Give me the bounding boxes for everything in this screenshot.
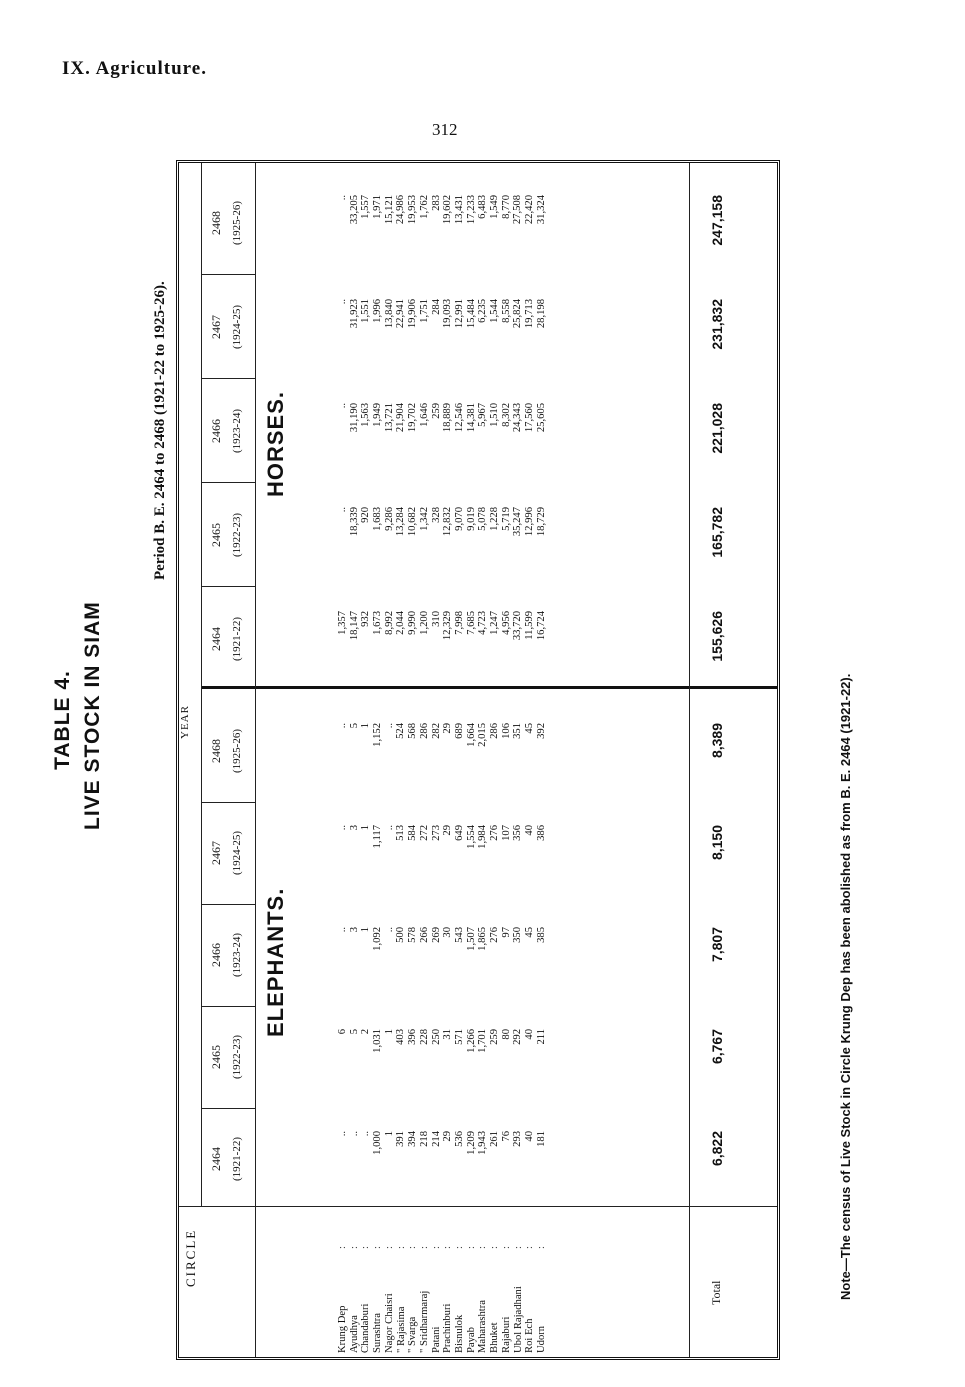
horses-cell: 9,990 [407,611,419,635]
year-ad-header: (1925-26) [231,201,243,245]
year-be-header: 2468 [209,211,223,235]
horses-total: 231,832 [709,299,725,350]
horses-cell: 1,510 [488,403,500,427]
elephants-cell: .. [337,825,348,831]
year-be-header: 2464 [209,1147,223,1171]
horses-cell: 1,557 [360,195,372,219]
year-ad-header: (1922-23) [231,1035,243,1079]
elephants-cell: 1,664 [465,723,477,747]
circle-name: Bhuket [489,1322,501,1353]
elephants-total: 6,822 [709,1131,725,1167]
elephants-cell: 385 [535,927,547,943]
elephants-cell: 1,865 [477,927,489,951]
circle-name: Chandaburi [360,1303,372,1353]
horses-total: 165,782 [709,507,725,558]
elephants-column [337,825,547,891]
year-be-header: 2468 [209,739,223,763]
horses-cell: 19,702 [407,403,419,433]
year-ad-header: (1923-24) [231,409,243,453]
group-divider [201,686,777,689]
elephants-cell: 214 [430,1131,442,1147]
elephants-cell: .. [383,723,395,729]
year-be-header: 2466 [209,419,223,443]
horses-cell: 1,563 [360,403,372,427]
horses-cell: 1,247 [488,611,500,635]
year-divider [201,1108,255,1109]
horses-column [337,507,547,573]
horses-cell: 15,121 [383,195,395,225]
elephants-cell: 1,152 [372,723,384,747]
elephants-cell: 1,943 [477,1131,489,1155]
year-be-header: 2467 [209,841,223,865]
horses-cell: 24,343 [512,403,524,433]
horses-cell: 1,673 [372,611,384,635]
horses-cell: 17,233 [465,195,477,225]
elephants-cell: 272 [418,825,430,841]
horses-cell: 18,339 [348,507,360,537]
year-be-header: 2467 [209,315,223,339]
horses-cell: 5,719 [500,507,512,531]
horses-cell: 31,324 [535,195,547,225]
horses-cell: 10,682 [407,507,419,537]
horses-cell: 18,889 [442,403,454,433]
circle-name: Prachinburi [442,1303,454,1353]
circle-divider [179,1206,777,1207]
circle-name: Udorn [535,1325,547,1353]
circle-name: " Sridharmaraj [418,1290,430,1353]
horses-cell: 6,235 [477,299,489,323]
circle-header: CIRCLE [183,1228,198,1287]
elephants-cell: 40 [524,1029,535,1040]
elephants-cell: 181 [535,1131,547,1147]
header-bottom-line [255,163,256,1357]
horses-cell: 4,956 [500,611,512,635]
elephants-cell: 40 [524,825,535,836]
horses-cell: 1,342 [418,507,430,531]
elephants-cell: .. [337,723,348,729]
year-ad-header: (1924-25) [231,305,243,349]
elephants-cell: 250 [430,1029,442,1045]
elephants-cell: 571 [453,1029,465,1045]
elephants-cell: 273 [430,825,442,841]
year-be-header: 2464 [209,627,223,651]
horses-cell: 7,998 [453,611,465,635]
elephants-cell: 578 [407,927,419,943]
horses-cell: 12,546 [453,403,465,433]
elephants-cell: 403 [395,1029,407,1045]
horses-cell: 19,906 [407,299,419,329]
elephants-cell: 568 [407,723,419,739]
elephants-header: ELEPHANTS. [263,887,288,1037]
elephants-cell: 584 [407,825,419,841]
elephants-cell: 276 [488,927,500,943]
elephants-cell: 228 [418,1029,430,1045]
horses-cell: 259 [430,403,442,419]
circle-name: " Svarga [407,1316,419,1353]
elephants-cell: 218 [418,1131,430,1147]
horses-cell: 1,549 [488,195,500,219]
horses-cell: 13,721 [383,403,395,433]
horses-cell: 8,558 [500,299,512,323]
horses-column [337,611,547,677]
horses-cell: 8,770 [500,195,512,219]
elephants-cell: 30 [442,927,454,938]
year-divider [201,1006,255,1007]
horses-cell: 11,599 [524,611,535,640]
elephants-cell: 394 [407,1131,419,1147]
year-ad-header: (1924-25) [231,831,243,875]
horses-cell: 2,044 [395,611,407,635]
elephants-total: 8,389 [709,723,725,759]
elephants-cell: 1,554 [465,825,477,849]
horses-cell: 1,949 [372,403,384,427]
year-divider [201,482,255,483]
horses-cell: 33,720 [512,611,524,641]
elephants-cell: 45 [524,927,535,938]
horses-cell: 19,953 [407,195,419,225]
horses-cell: 21,904 [395,403,407,433]
elephants-cell: 97 [500,927,512,938]
horses-cell: 5,078 [477,507,489,531]
horses-total: 221,028 [709,403,725,454]
horses-cell: 25,605 [535,403,547,433]
horses-cell: 1,228 [488,507,500,531]
year-divider [201,904,255,905]
year-header: YEAR [179,705,191,739]
horses-cell: 19,093 [442,299,454,329]
horses-cell: 22,420 [524,195,535,225]
elephants-column [337,723,547,789]
horses-cell: 18,147 [348,611,360,641]
horses-column [337,299,547,365]
elephants-cell: 5 [348,1029,360,1035]
live-stock-table [176,160,780,1360]
page-number: 312 [432,120,458,139]
elephants-cell: .. [348,1131,360,1137]
table-title: TABLE 4. [51,670,74,770]
horses-cell: 13,284 [395,507,407,537]
year-be-header: 2466 [209,943,223,967]
horses-cell: 283 [430,195,442,211]
elephants-cell: 1,092 [372,927,384,951]
elephants-cell: 391 [395,1131,407,1147]
horses-cell: 14,381 [465,403,477,433]
elephants-cell: 2,015 [477,723,489,747]
elephants-cell: 524 [395,723,407,739]
elephants-cell: 266 [418,927,430,943]
elephants-cell: 1 [360,825,372,831]
elephants-cell: 261 [488,1131,500,1147]
circle-list [337,1286,548,1353]
year-ad-header: (1925-26) [231,729,243,773]
elephants-total: 8,150 [709,825,725,861]
horses-cell: 31,190 [348,403,360,433]
elephants-cell: 386 [535,825,547,841]
elephants-cell: 29 [442,825,454,836]
elephants-cell: .. [337,927,348,933]
horses-total: 155,626 [709,611,725,662]
horses-cell: 1,646 [418,403,430,427]
horses-cell: 4,723 [477,611,489,635]
elephants-cell: 1,984 [477,825,489,849]
elephants-cell: .. [383,927,395,933]
circle-name: Nagor Chaisri [383,1293,395,1353]
elephants-cell: 513 [395,825,407,841]
horses-cell: 22,941 [395,299,407,329]
horses-cell: 28,198 [535,299,547,329]
horses-cell: .. [337,299,348,305]
table-title-block [48,601,108,830]
horses-cell: 920 [360,507,372,523]
horses-column [337,403,547,469]
elephants-cell: 29 [442,723,454,734]
horses-cell: 31,923 [348,299,360,329]
horses-cell: 1,971 [372,195,384,219]
horses-cell: 284 [430,299,442,315]
horses-header: HORSES. [263,390,288,497]
horses-cell: 6,483 [477,195,489,219]
horses-cell: 25,824 [512,299,524,329]
elephants-cell: 689 [453,723,465,739]
elephants-cell: 107 [500,825,512,841]
horses-cell: 8,302 [500,403,512,427]
elephants-cell: 106 [500,723,512,739]
elephants-cell: 259 [488,1029,500,1045]
elephants-cell: 1,000 [372,1131,384,1155]
elephants-cell: 293 [512,1131,524,1147]
year-divider [201,378,255,379]
year-ad-header: (1923-24) [231,933,243,977]
horses-cell: 310 [430,611,442,627]
horses-cell: 1,751 [418,299,430,323]
circle-name: Surashtra [372,1312,384,1353]
elephants-cell: 80 [500,1029,512,1040]
horses-cell: .. [337,195,348,201]
circle-name: Payab [465,1327,477,1353]
horses-cell: 9,070 [453,507,465,531]
elephants-column [337,927,547,993]
horses-cell: 24,986 [395,195,407,225]
horses-cell: .. [337,403,348,409]
elephants-cell: 500 [395,927,407,943]
horses-cell: 19,713 [524,299,535,329]
horses-cell: 1,200 [418,611,430,635]
horses-cell: 16,724 [535,611,547,641]
horses-cell: 27,508 [512,195,524,225]
horses-cell: 35,247 [512,507,524,537]
elephants-cell: 350 [512,927,524,943]
elephants-cell: 1,266 [465,1029,477,1053]
elephants-column [337,1029,547,1095]
horses-cell: 17,560 [524,403,535,433]
horses-total: 247,158 [709,195,725,246]
horses-cell: 13,840 [383,299,395,329]
total-line [689,163,690,1357]
leader-dots: : : : : : : : : : : : : : : : : : : [337,1243,547,1249]
horses-cell: 12,832 [442,507,454,537]
elephants-cell: 286 [418,723,430,739]
year-divider [201,586,255,587]
horses-cell: 7,685 [465,611,477,635]
year-ad-header: (1921-22) [231,1137,243,1181]
elephants-total: 6,767 [709,1029,725,1065]
elephants-cell: 1 [383,1029,395,1035]
circle-name: Krung Dep [337,1305,348,1353]
horses-cell: 33,205 [348,195,360,225]
circle-name: Rajaburi [500,1316,512,1353]
circle-name: Roi Ech [524,1318,536,1353]
elephants-cell: 3 [348,927,360,933]
elephants-cell: 356 [512,825,524,841]
elephants-cell: 1 [383,1131,395,1137]
year-be-header: 2465 [209,1045,223,1069]
elephants-cell: 536 [453,1131,465,1147]
horses-cell: 18,729 [535,507,547,537]
horses-cell: 8,992 [383,611,395,635]
elephants-total: 7,807 [709,927,725,963]
horses-cell: 932 [360,611,372,627]
horses-cell: 13,431 [453,195,465,225]
table-subtitle: LIVE STOCK IN SIAM [81,601,104,830]
horses-cell: 1,544 [488,299,500,323]
year-divider [201,274,255,275]
elephants-cell: 286 [488,723,500,739]
horses-cell: 5,967 [477,403,489,427]
elephants-cell: 396 [407,1029,419,1045]
elephants-cell: 1,507 [465,927,477,951]
elephants-cell: 1,701 [477,1029,489,1053]
elephants-cell: 1 [360,723,372,729]
elephants-cell: .. [337,1131,348,1137]
elephants-cell: 351 [512,723,524,739]
circle-name: Maharashtra [477,1300,489,1353]
horses-column [337,195,547,261]
year-header-line [201,163,202,1207]
elephants-cell: 282 [430,723,442,739]
year-be-header: 2465 [209,523,223,547]
elephants-cell: 31 [442,1029,454,1040]
year-divider [201,802,255,803]
elephants-cell: 649 [453,825,465,841]
elephants-cell: 29 [442,1131,454,1142]
section-title: IX. Agriculture. [62,58,207,79]
horses-cell: 12,329 [442,611,454,641]
horses-cell: 328 [430,507,442,523]
horses-cell: 1,357 [337,611,348,635]
elephants-column [337,1131,547,1197]
elephants-cell: .. [383,825,395,831]
elephants-cell: 211 [535,1029,547,1045]
elephants-cell: 543 [453,927,465,943]
elephants-cell: 292 [512,1029,524,1045]
elephants-cell: 2 [360,1029,372,1035]
elephants-cell: 76 [500,1131,512,1142]
circle-name: Ubol Rajadhani [512,1286,524,1353]
year-ad-header: (1922-23) [231,513,243,557]
horses-cell: 1,683 [372,507,384,531]
table-note: Note—The census of Live Stock in Circle Krung Dep has been abolished as from B. E. 2464 (1921-22). [838,673,853,1300]
horses-cell: 1,551 [360,299,372,323]
horses-cell: 12,996 [524,507,535,537]
horses-cell: 9,019 [465,507,477,531]
elephants-cell: 1,031 [372,1029,384,1053]
circle-name: " Rajasima [395,1306,407,1353]
elephants-cell: 6 [337,1029,348,1035]
elephants-cell: 269 [430,927,442,943]
horses-cell: .. [337,507,348,513]
elephants-cell: 1,209 [465,1131,477,1155]
elephants-cell: .. [360,1131,372,1137]
circle-name: Ayudhya [348,1315,360,1353]
circle-name: Bisnulok [454,1314,466,1353]
circle-name: Patani [430,1326,442,1353]
horses-cell: 19,602 [442,195,454,225]
total-label: Total [709,1280,723,1305]
elephants-cell: 45 [524,723,535,734]
year-ad-header: (1921-22) [231,617,243,661]
elephants-cell: 3 [348,825,360,831]
horses-cell: 1,996 [372,299,384,323]
elephants-cell: 1 [360,927,372,933]
period-caption: Period B. E. 2464 to 2468 (1921-22 to 1925-26). [152,281,168,580]
elephants-cell: 276 [488,825,500,841]
elephants-cell: 1,117 [372,825,384,849]
horses-cell: 12,991 [453,299,465,329]
elephants-cell: 392 [535,723,547,739]
elephants-cell: 5 [348,723,360,729]
horses-cell: 9,286 [383,507,395,531]
horses-cell: 15,484 [465,299,477,329]
horses-cell: 1,762 [418,195,430,219]
elephants-cell: 40 [524,1131,535,1142]
